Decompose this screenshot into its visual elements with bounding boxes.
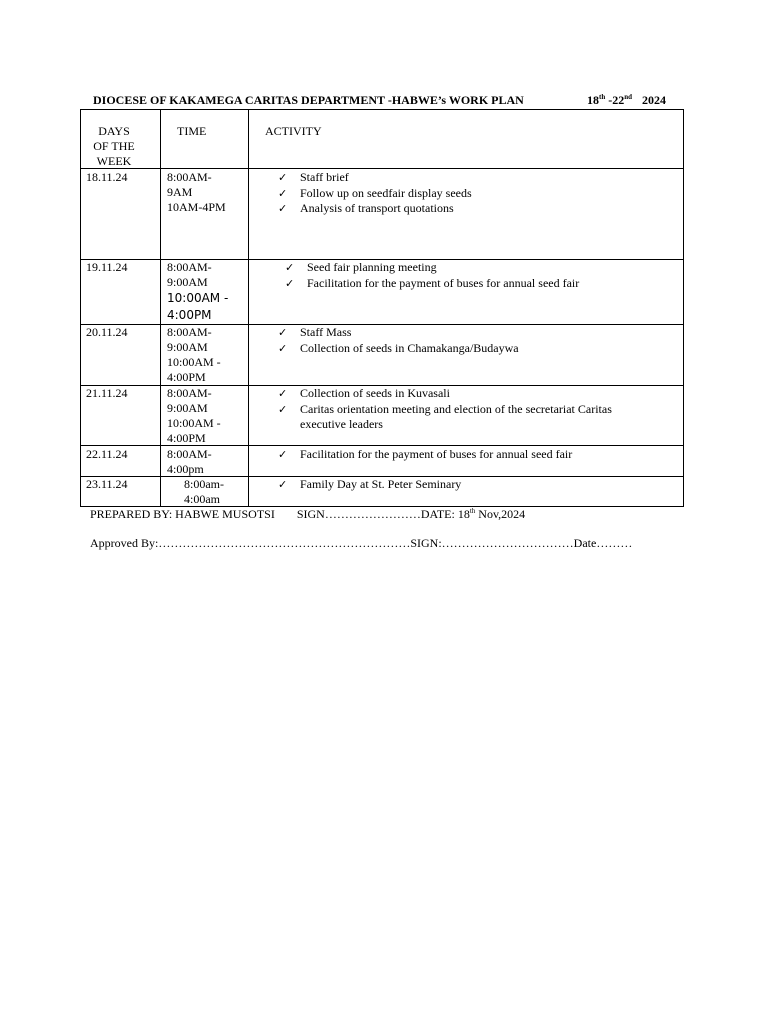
column-divider <box>248 109 249 507</box>
activity-list <box>285 260 675 291</box>
row-time: 8:00AM- 9:00AM 10:00AM - 4:00PM <box>167 325 221 384</box>
document-header <box>93 93 673 109</box>
row-date: 23.11.24 <box>86 477 128 491</box>
check-icon: ✓ <box>278 186 288 200</box>
row-time: 8:00am- 4:00am <box>184 477 224 506</box>
activity-item: ✓ Family Day at St. Peter Seminary <box>278 477 462 491</box>
activity-list <box>278 477 668 493</box>
activity-item: ✓ Staff Mass <box>278 325 352 339</box>
column-header-time: TIME <box>177 124 207 138</box>
work-plan-table <box>80 109 684 507</box>
activity-item: ✓ Collection of seeds in Chamakanga/Budaywa <box>278 340 519 355</box>
activity-item: ✓ Staff brief <box>278 170 349 184</box>
week-date-range: 18th -22nd 2024 <box>587 93 667 107</box>
activity-item: ✓ Facilitation for the payment of buses for annual seed fair <box>278 447 573 461</box>
activity-list <box>278 386 653 433</box>
row-date: 22.11.24 <box>86 447 128 461</box>
check-icon: ✓ <box>285 276 295 290</box>
activity-item: ✓ Seed fair planning meeting <box>285 260 437 274</box>
row-date: 20.11.24 <box>86 325 128 339</box>
row-time: 8:00AM- 9:00AM 10:00AM - 4:00PM <box>167 386 221 445</box>
row-time: 8:00AM- 9AM 10AM-4PM <box>167 170 226 214</box>
row-date: 18.11.24 <box>86 170 128 184</box>
activity-list <box>278 325 668 356</box>
row-divider <box>80 168 684 169</box>
column-header-activity: ACTIVITY <box>265 124 322 138</box>
row-time: 8:00AM- 4:00pm <box>167 447 212 476</box>
check-icon: ✓ <box>278 341 288 355</box>
activity-item: ✓ Follow up on seedfair display seeds <box>278 185 472 200</box>
row-time: 8:00AM- 9:00AM 10:00AM - 4:00PM <box>167 260 229 322</box>
prepared-by-line: PREPARED BY: HABWE MUSOTSI SIGN……………………DATE: 18th Nov,2024 <box>90 507 526 521</box>
activity-list <box>278 447 668 463</box>
activity-item: ✓ Facilitation for the payment of buses for annual seed fair <box>285 275 580 290</box>
check-icon: ✓ <box>278 202 288 215</box>
activity-item: ✓ Analysis of transport quotations <box>278 201 454 215</box>
activity-item: ✓ Collection of seeds in Kuvasali <box>278 386 450 400</box>
column-header-days: DAYS OF THE WEEK <box>93 124 135 168</box>
activity-item: ✓ Caritas orientation meeting and election of the secretariat Caritas executive leaders <box>278 401 612 431</box>
table-border-left <box>80 109 81 507</box>
check-icon: ✓ <box>278 448 288 461</box>
table-border-top <box>80 109 684 110</box>
approved-by-line: Approved By:………………………………………………………SIGN:……………………………Date……… <box>90 536 633 550</box>
check-icon: ✓ <box>285 261 295 274</box>
row-date: 19.11.24 <box>86 260 128 274</box>
check-icon: ✓ <box>278 171 288 184</box>
check-icon: ✓ <box>278 326 288 339</box>
column-divider <box>160 109 161 507</box>
check-icon: ✓ <box>278 387 288 400</box>
check-icon: ✓ <box>278 478 288 491</box>
activity-list <box>278 170 668 217</box>
document-title: DIOCESE OF KAKAMEGA CARITAS DEPARTMENT -HABWE’s WORK PLAN <box>93 93 524 107</box>
check-icon: ✓ <box>278 402 288 416</box>
table-border-right <box>683 109 684 507</box>
row-date: 21.11.24 <box>86 386 128 400</box>
